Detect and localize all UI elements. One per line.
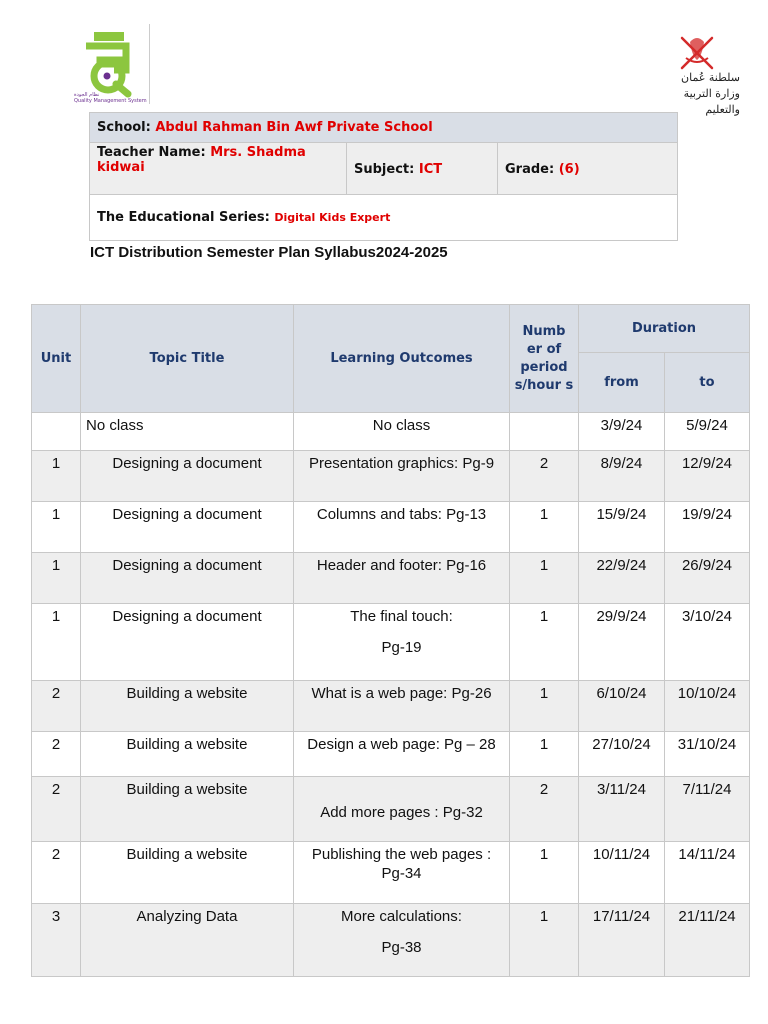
header-unit: Unit xyxy=(32,305,81,413)
outcome-text: Design a web page: Pg – 28 xyxy=(307,736,496,753)
series-row xyxy=(90,195,678,241)
logo-caption-english: Quality Management System xyxy=(74,98,147,104)
cell-from: 8/9/24 xyxy=(579,451,665,502)
oman-emblem-icon xyxy=(672,32,722,74)
cell-unit: 1 xyxy=(32,451,81,502)
cell-from: 3/9/24 xyxy=(579,413,665,451)
table-row xyxy=(32,604,750,681)
table-row xyxy=(32,553,750,604)
cell-to: 26/9/24 xyxy=(665,553,750,604)
cell-outcome xyxy=(294,842,510,904)
cell-unit: 1 xyxy=(32,604,81,681)
header-to: to xyxy=(665,353,750,413)
table-row xyxy=(32,413,750,451)
document-title: ICT Distribution Semester Plan Syllabus2024-2025 xyxy=(90,244,448,261)
plan-body xyxy=(32,413,750,977)
teacher-value: Mrs. Shadma kidwai xyxy=(97,145,306,175)
school-row xyxy=(90,113,678,143)
table-row xyxy=(32,904,750,977)
cell-periods: 1 xyxy=(510,732,579,777)
outcome-page: Pg-19 xyxy=(381,639,422,656)
cell-periods: 1 xyxy=(510,604,579,681)
cell-to: 5/9/24 xyxy=(665,413,750,451)
cell-unit: 1 xyxy=(32,553,81,604)
cell-topic: Designing a document xyxy=(81,553,294,604)
cell-to: 3/10/24 xyxy=(665,604,750,681)
cell-from: 6/10/24 xyxy=(579,681,665,732)
outcome-page: Pg-34 xyxy=(381,865,422,882)
cell-periods: 1 xyxy=(510,553,579,604)
cell-topic: Analyzing Data xyxy=(81,904,294,977)
cell-outcome xyxy=(294,413,510,451)
table-row xyxy=(32,681,750,732)
cell-from: 15/9/24 xyxy=(579,502,665,553)
grade-label: Grade: xyxy=(505,162,555,177)
outcome-text: Header and footer: Pg-16 xyxy=(316,557,487,574)
grade-cell xyxy=(498,143,678,195)
cell-periods: 1 xyxy=(510,904,579,977)
logo-caption-arabic: نظام الجودة xyxy=(74,92,100,98)
cell-topic: Designing a document xyxy=(81,604,294,681)
outcome-text: More calculations: xyxy=(341,908,462,925)
cell-topic: Building a website xyxy=(81,732,294,777)
grade-value: (6) xyxy=(558,162,580,177)
teacher-label: Teacher Name: xyxy=(97,145,206,160)
header-row xyxy=(32,305,750,353)
cell-outcome xyxy=(294,681,510,732)
cell-from: 17/11/24 xyxy=(579,904,665,977)
outcome-text: Columns and tabs: Pg-13 xyxy=(316,506,487,523)
header-periods: Numb er of period s/hour s xyxy=(510,305,579,413)
outcome-text: Publishing the web pages : xyxy=(311,846,492,863)
cell-to: 10/10/24 xyxy=(665,681,750,732)
cell-from: 29/9/24 xyxy=(579,604,665,681)
outcome-text: What is a web page: Pg-26 xyxy=(311,685,492,702)
series-value: Digital Kids Expert xyxy=(274,211,391,224)
table-row xyxy=(32,451,750,502)
school-label: School: xyxy=(97,120,151,135)
header-topic: Topic Title xyxy=(81,305,294,413)
cell-to: 21/11/24 xyxy=(665,904,750,977)
cell-unit: 3 xyxy=(32,904,81,977)
cell-to: 12/9/24 xyxy=(665,451,750,502)
outcome-page: Pg-38 xyxy=(381,939,422,956)
outcome-text: No class xyxy=(372,417,431,434)
cell-outcome xyxy=(294,604,510,681)
cell-topic: Building a website xyxy=(81,681,294,732)
teacher-row xyxy=(90,143,678,195)
cell-periods: 1 xyxy=(510,681,579,732)
cell-outcome xyxy=(294,732,510,777)
subject-value: ICT xyxy=(418,162,443,177)
header-outcomes: Learning Outcomes xyxy=(294,305,510,413)
outcome-text: The final touch: xyxy=(350,608,453,625)
series-label: The Educational Series: xyxy=(97,210,270,225)
cell-unit xyxy=(32,413,81,451)
subject-label: Subject: xyxy=(354,162,415,177)
cell-periods xyxy=(510,413,579,451)
school-value: Abdul Rahman Bin Awf Private School xyxy=(155,120,433,135)
school-cell xyxy=(90,113,678,143)
cell-unit: 2 xyxy=(32,842,81,904)
semester-plan-table xyxy=(31,304,750,977)
cell-unit: 2 xyxy=(32,777,81,842)
teacher-cell xyxy=(90,143,347,195)
cell-topic: Designing a document xyxy=(81,451,294,502)
school-info-table xyxy=(89,112,678,241)
header-from: from xyxy=(579,353,665,413)
cell-unit: 2 xyxy=(32,732,81,777)
logo-caption xyxy=(74,92,147,104)
table-row xyxy=(32,842,750,904)
cell-to: 14/11/24 xyxy=(665,842,750,904)
table-row xyxy=(32,732,750,777)
cell-from: 3/11/24 xyxy=(579,777,665,842)
cell-unit: 2 xyxy=(32,681,81,732)
ministry-line-2: وزارة التربية والتعليم xyxy=(683,87,740,116)
cell-from: 22/9/24 xyxy=(579,553,665,604)
cell-from: 27/10/24 xyxy=(579,732,665,777)
ministry-name xyxy=(660,70,740,118)
cell-outcome xyxy=(294,451,510,502)
cell-periods: 1 xyxy=(510,502,579,553)
outcome-text: Presentation graphics: Pg-9 xyxy=(308,455,495,472)
table-row xyxy=(32,777,750,842)
logo-divider xyxy=(149,24,150,104)
outcome-text: Add more pages : Pg-32 xyxy=(320,804,483,821)
subject-cell xyxy=(347,143,498,195)
cell-topic: Building a website xyxy=(81,842,294,904)
series-cell xyxy=(90,195,678,241)
cell-from: 10/11/24 xyxy=(579,842,665,904)
cell-to: 31/10/24 xyxy=(665,732,750,777)
cell-topic: Building a website xyxy=(81,777,294,842)
cell-outcome xyxy=(294,904,510,977)
cell-outcome xyxy=(294,553,510,604)
cell-periods: 2 xyxy=(510,777,579,842)
cell-outcome xyxy=(294,502,510,553)
table-row xyxy=(32,502,750,553)
cell-to: 7/11/24 xyxy=(665,777,750,842)
cell-unit: 1 xyxy=(32,502,81,553)
cell-periods: 2 xyxy=(510,451,579,502)
ministry-line-1: سلطنة عُمان xyxy=(681,71,740,84)
header-duration: Duration xyxy=(579,305,750,353)
cell-to: 19/9/24 xyxy=(665,502,750,553)
cell-topic: Designing a document xyxy=(81,502,294,553)
cell-topic: No class xyxy=(81,413,294,451)
cell-outcome xyxy=(294,777,510,842)
cell-periods: 1 xyxy=(510,842,579,904)
